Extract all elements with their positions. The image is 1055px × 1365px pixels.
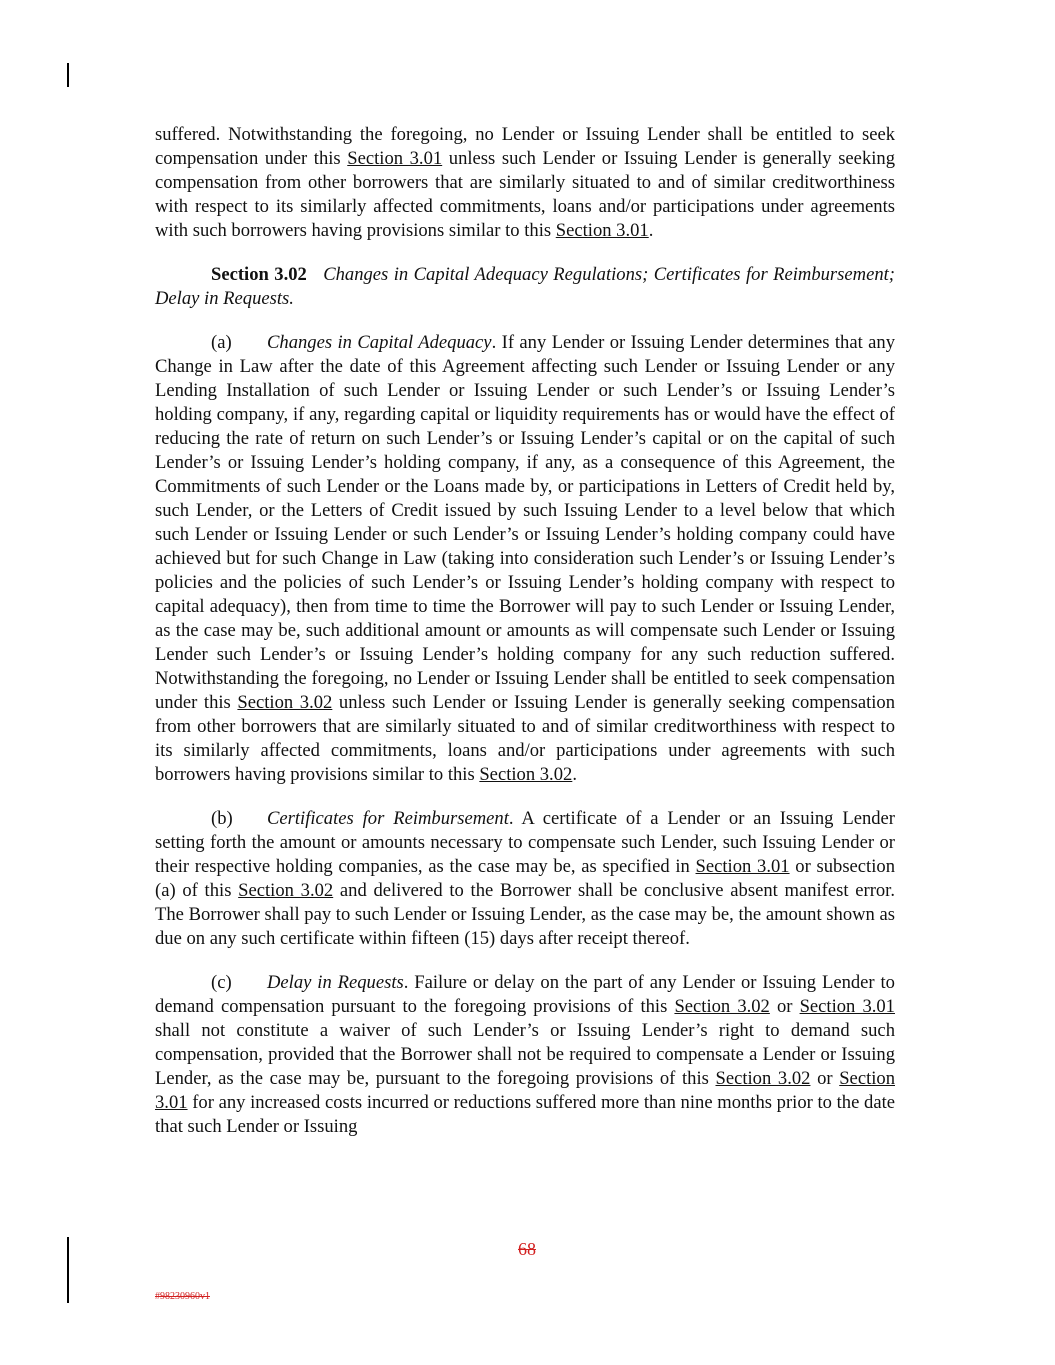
paragraph-marker: (c) — [211, 972, 232, 993]
paragraph-c: (c) Delay in Requests. Failure or delay on the part of any Lender or Issuing Lender to demand compensation pursuant to the foregoing provisions of this Section 3.02 or Section 3.01 shall not constitute a waiver of such Lender’s or Issuing Lender’s right to demand such compensation, provided that the Borrower shall not be required to compensate a Lender or Issuing Lender, as the case may be, pursuant to the foregoing provisions of this Section 3.02 or Section 3.01 for any increased costs incurred or reductions suffered more than nine months prior to the date that such Lender or Issuing — [155, 972, 895, 1137]
paragraph-caption: Delay in Requests — [267, 972, 404, 993]
section-ref-link[interactable]: Section 3.01 — [555, 220, 649, 241]
continuation-paragraph: suffered. Notwithstanding the foregoing, no Lender or Issuing Lender shall be entitled to seek compensation under this Section 3.01 unless such Lender or Issuing Lender is generally seeking compensation from other borrowers that are similarly situated to and of similar creditworthiness with respect to its similarly affected commitments, loans and/or participations under agreements with such borrowers having provisions similar to this Section 3.01. — [155, 124, 895, 241]
paragraph-caption: Changes in Capital Adequacy — [267, 332, 492, 353]
section-ref-link[interactable]: Section 3.01 — [695, 856, 790, 877]
section-ref-link[interactable]: Section 3.02 — [237, 692, 333, 713]
section-heading — [155, 263, 895, 311]
section-number: Section 3.02 — [211, 264, 307, 285]
section-ref-link[interactable]: Section 3.01 — [347, 148, 443, 169]
section-title: Changes in Capital Adequacy Regulations; Certificates for Reimbursement; Delay in Requests. — [155, 264, 895, 309]
paragraph-caption: Certificates for Reimbursement — [267, 808, 509, 829]
section-ref-link[interactable]: Section 3.02 — [238, 880, 334, 901]
change-bar-bottom — [67, 1237, 69, 1303]
paragraph-marker: (b) — [211, 808, 233, 829]
section-ref-link[interactable]: Section 3.02 — [479, 764, 573, 785]
paragraph-a: (a) Changes in Capital Adequacy. If any Lender or Issuing Lender determines that any Change in Law after the date of this Agreement affecting such Lender or Issuing Lender or any Lending Installation of such Lender or Issuing Lender or such Lender’s or Issuing Lender’s holding company, if any, regarding capital or liquidity requirements has or would have the effect of reducing the rate of return on such Lender’s or Issuing Lender’s capital or on the capital of such Lender’s or Issuing Lender’s holding company, if any, as a consequence of this Agreement, the Commitments of such Lender or the Loans made by, or participations in Letters of Credit held by, such Lender, or the Letters of Credit issued by such Issuing Lender to a level below that which such Lender or Issuing Lender or such Lender’s or Issuing Lender’s holding company could have achieved but for such Change in Law (taking into consideration such Lender’s or Issuing Lender’s policies and the policies of such Lender’s or Issuing Lender’s holding company with respect to capital adequacy), then from time to time the Borrower will pay to such Lender or Issuing Lender, as the case may be, such additional amount or amounts as will compensate such Lender or Issuing Lender such Lender’s or Issuing Lender’s holding company for any such reduction suffered. Notwithstanding the foregoing, no Lender or Issuing Lender shall be entitled to seek compensation under this Section 3.02 unless such Lender or Issuing Lender is generally seeking compensation from other borrowers that are similarly situated to and of similar creditworthiness with respect to its similarly affected commitments, loans and/or participations under agreements with such borrowers having provisions similar to this Section 3.02. — [155, 332, 896, 785]
paragraph-marker: (a) — [211, 332, 232, 353]
page-number: 68 — [518, 1239, 536, 1259]
change-bar-top — [67, 63, 69, 87]
section-ref-link[interactable]: Section 3.02 — [715, 1068, 811, 1089]
paragraph-b: (b) Certificates for Reimbursement. A certificate of a Lender or an Issuing Lender setting forth the amount or amounts necessary to compensate such Lender, such Issuing Lender or their respective holding companies, as the case may be, as specified in Section 3.01 or subsection (a) of this Section 3.02 and delivered to the Borrower shall be conclusive absent manifest error. The Borrower shall pay to such Lender or Issuing Lender, as the case may be, the amount shown as due on any such certificate within fifteen (15) days after receipt thereof. — [155, 808, 895, 949]
document-id: #98230960v1 — [155, 1291, 210, 1302]
section-ref-link[interactable]: Section 3.01 — [155, 1068, 895, 1113]
document-body — [155, 123, 895, 1159]
section-ref-link[interactable]: Section 3.01 — [799, 996, 895, 1017]
section-ref-link[interactable]: Section 3.02 — [674, 996, 770, 1017]
